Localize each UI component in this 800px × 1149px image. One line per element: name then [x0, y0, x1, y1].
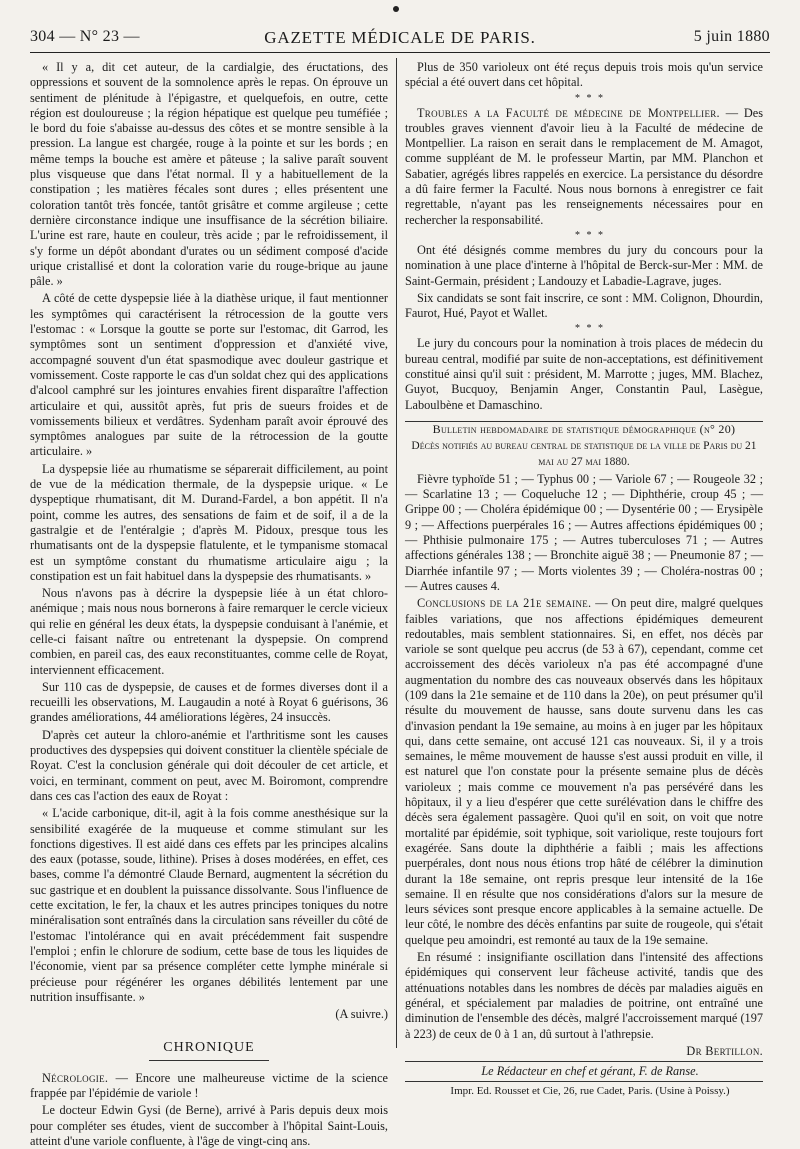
editor-credit: Le Rédacteur en chef et gérant, F. de Ranse.: [405, 1061, 763, 1082]
paragraph: Le docteur Edwin Gysi (de Berne), arrivé à Paris depuis deux mois pour compléter ses études, vient de succomber à l'hôpital Saint-Louis, atteint d'une variole confluente, à l'âge de vingt-cinq ans.: [30, 1103, 388, 1148]
paragraph: Nous n'avons pas à décrire la dyspepsie liée à un état chloro-anémique ; mais nous nous bornerons à faire remarquer le cercle vicieux qui relie en général les deux états, la dyspepsie conduisant à l'anémie, et celle-ci faisant naître ou entretenant la dyspepsie. On comprend combien, en pareil cas, des eaux reconstituantes, comme celle de Royat, interviennent efficacement.: [30, 586, 388, 677]
paragraph: En résumé : insignifiante oscillation dans l'intensité des affections épidémiques qui conservent leur fâcheuse activité, tandis que des atténuations notables dans les nombres de décès par maladies aiguës en général, et spécialement par maladies de poitrine, ont entraîné une diminution de l'ensemble des décès, malgré l'accroissement marqué (197 à 223) de ceux de 0 à 1 an, dû surtout à l'athrepsie.: [405, 950, 763, 1041]
to-be-continued: (A suivre.): [335, 1007, 388, 1022]
paragraph: Plus de 350 varioleux ont été reçus depuis trois mois qu'un service spécial a été ouvert dans cet hôpital.: [405, 60, 763, 90]
paragraph: Sur 110 cas de dyspepsie, de causes et de formes diverses dont il a recueilli les observations, M. Laugaudin a noté à Royat 6 guérisons, 36 grandes améliorations, 44 améliorations légères, 24 insuccès.: [30, 679, 388, 725]
signature: Dr Bertillon.: [686, 1043, 763, 1058]
header-rule: [30, 52, 770, 53]
bulletin-title: Bulletin hebdomadaire de statistique démographique (n° 20): [432, 421, 736, 436]
paragraph: [405, 106, 763, 228]
printer-imprint: Impr. Ed. Rousset et Cie, 26, rue Cadet, Paris. (Usine à Poissy.): [450, 1085, 730, 1098]
asterism: * * *: [575, 323, 605, 335]
statistics-paragraph: Fièvre typhoïde 51 ; — Typhus 00 ; — Variole 67 ; — Rougeole 32 ; — Scarlatine 13 ; — Coqueluche 12 ; — Diphthérie, croup 45 ; — Grippe 00 ; — Choléra épidémique 00 ; — Dysentérie 00 ; — Erysipèle 9 ; — Affections puerpérales 16 ; — Autres affections épidémiques 00 ; — Phthisie pulmonaire 175 ; — Autres tuberculoses 71 ; — Autres affections générales 138 ; — Bronchite aiguë 38 ; — Pneumonie 87 ; — Diarrhée infantile 97 ; — Morts violentes 39 ; — Choléra-nostras 00 ; — Autres causes 4.: [405, 471, 763, 593]
asterism: * * *: [575, 229, 605, 241]
page-number: 304 — N° 23 —: [30, 28, 140, 45]
paragraph: [405, 596, 763, 948]
left-column: [30, 60, 388, 1148]
montpellier-heading: Troubles a la Faculté de médecine de Montpellier.: [417, 105, 720, 120]
journal-title: GAZETTE MÉDICALE DE PARIS.: [264, 28, 536, 47]
issue-date: 5 juin 1880: [693, 28, 770, 45]
necrology-heading: Nécrologie.: [42, 1070, 109, 1085]
right-column: [405, 60, 763, 1098]
paragraph: Le jury du concours pour la nomination à trois places de médecin du bureau central, modifié par suite de non-acceptations, est définitivement constitué ainsi qu'il suit : président, M. Marrotte ; juges, MM. Blachez, Guyot, Bucquoy, Benjamin Anger, Constantin Paul, Lasègue, Laboulbène et Damaschino.: [405, 336, 763, 412]
asterism: * * *: [575, 92, 605, 104]
section-title: CHRONIQUE: [163, 1040, 255, 1056]
section-rule: [149, 1060, 269, 1061]
page-header: [30, 28, 770, 50]
paragraph: Six candidats se sont fait inscrire, ce sont : MM. Colignon, Dhourdin, Faurot, Hué, Payot et Wallet.: [405, 290, 763, 321]
conclusions-text: — On peut dire, malgré quelques faibles variations, que nos affections épidémiques demeurent redoutables, mais semblent stationnaires. Si, en effet, nos décès par variole se sont quelque peu accrus (de 53 à 67), cependant, comme cet accroissement des décès varioleux n'a pas été accompagné d'une augmentation du nombre des cas nouveaux observés dans les hôpitaux (109 dans la 21e semaine et de 110 dans la 20e), on peut présumer qu'il résulte du mouvement de hausse, sans doute survenu dans les cas d'invasion pendant la 19e semaine, au moins à en juger par les hôpitaux qui, dans cette semaine, ont accusé 121 cas nouveaux. Si, il y a trois semaines, le même mouvement de hausse s'est aussi produit en ville, il est naturel que l'on constate pour la présente semaine plus de décès varioleux ; mais comme ce mouvement n'a pas persévéré dans les hôpitaux, il y a lieu d'espérer que cette surélévation dans le chiffre des décès sera également passagère. Quoi qu'il en soit, on voit que notre mortalité par épidémie, soit typhique, soit variolique, reste toujours fort exagérée. Sans doute la diphthérie a faibli ; mais les affections puerpérales, dont nous nous étions trop hâté de célébrer la diminution durant la 18e semaine, ont repris presque leur intensité de la 16e semaine. Il en résulte que nos considérations d'alors sur la mesure de leurs sévices sont presque encore applicables à la semaine actuelle. De leur côté, le nombre des décès enfantins par suite de rougeole, qui s'était quelque peu amoindri, est remonté au taux de la 19e semaine.: [405, 596, 763, 947]
montpellier-text: — Des troubles graves viennent d'avoir lieu à la Faculté de médecine de Montpellier. La raison en serait dans le remplacement de M. Amagot, comme suppléant de M. le professeur Martin, par MM. Planchon et Sabatier, agrégés libres rappelés en exercice. La persistance du désordre a dû faire fermer la Faculté. Nous nous bornons à enregistrer ce fait regrettable, n'ayant pas les renseignements nécessaires pour en rechercher la responsabilité.: [405, 105, 763, 227]
deces-subtitle: Décès notifiés au bureau central de statistique de la ville de Paris du 21 mai au 27 mai 1880.: [411, 440, 757, 468]
paragraph: La dyspepsie liée au rhumatisme se séparerait difficilement, au point de vue de la médication thermale, de la dyspepsie urique. « Le dyspeptique rhumatisant, dit M. Durand-Fardel, a bon appétit. Il n'a point, comme les autres, des sensations de faim et de soif, il a de la gastralgie et de l'entéralgie ; d'après M. Pidoux, presque tous les rhumatisants ont de la dyspepsie flatulente, et le tympanisme stomacal est un symptôme constant du rhumatisme articulaire aigu ; la constipation est un fait habituel dans la dyspepsie des rhumatisants. »: [30, 461, 388, 583]
paragraph: « Il y a, dit cet auteur, de la cardialgie, des éructations, des oppressions et souvent de la somnolence après le repas. On éprouve un sentiment de plénitude à l'épigastre, et quelquefois, en outre, cette région est douloureuse ; la région hépatique est quelque peu tuméfiée ; le bord du foie s'abaisse au-dessus des côtes et se montre sensible à la pression. La langue est chargée, rouge à la pointe et sur les bords ; en même temps la bouche est amère et pâteuse ; la salive paraît souvent plus visqueuse que dans l'état normal. Il y a habituellement de la constipation ; les matières fécales sont dures ; elles présentent une coloration tantôt très foncée, tantôt grisâtre et comme argileuse ; cette dernière circonstance indique une insuffisance de la sécrétion biliaire. L'urine est rare, haute en couleur, très acide ; par le refroidissement, il s'y forme un dépôt abondant d'urates ou un sédiment composé d'acide urique cristallisé et dont la coloration varie du rouge-brique au jaune pâle. »: [30, 60, 388, 289]
paragraph: [30, 1071, 388, 1102]
paragraph: Ont été désignés comme membres du jury du concours pour la nomination à une place d'interne à l'hôpital de Berck-sur-Mer : MM. de Saint-Germain, président ; Landouzy et Labadie-Lagrave, juges.: [405, 242, 763, 288]
paragraph: A côté de cette dyspepsie liée à la diathèse urique, il faut mentionner les symptômes qui caractérisent la rétrocession de la goutte vers l'estomac : « Lorsque la goutte se porte sur l'estomac, dit Garrod, les symptômes sont un sentiment d'oppression et d'anxiété vive, accompagné souvent d'un état spasmodique avec douleur gastrique et vomissement. Coste rapporte le cas d'un soldat chez qui des applications d'alcool camphré sur les jointures envahies firent disparaître l'affection articulaire et qui, aussitôt après, fut pris de sueurs froides et de vomissements bilieux et verdâtres. Sydenham paraît avoir éprouvé des symptômes analogues par suite de la rétrocession de la goutte articulaire. »: [30, 291, 388, 459]
punch-hole: [393, 6, 399, 12]
conclusions-heading: Conclusions de la 21e semaine.: [417, 596, 592, 611]
paragraph: D'après cet auteur la chloro-anémie et l'arthritisme sont les causes productives des dyspepsies qui doivent constituer la clientèle spéciale de Royat. C'est la conclusion générale qui doit découler de cet article, et voici, en terminant, comment on peut, avec M. Boiromont, comprendre dans ces cas l'action des eaux de Royat :: [30, 727, 388, 803]
column-divider: [396, 58, 397, 1048]
paragraph: « L'acide carbonique, dit-il, agit à la fois comme anesthésique sur la sensibilité exagérée de la muqueuse et comme stimulant sur les fonctions digestives. Il est aidé dans ces effets par les principes alcalins des eaux (potasse, soude, lithine). Prises à doses modérées, en effet, ces bases, comme l'a démontré Claude Bernard, augmentent la sécrétion du suc gastrique et en doublent la puissance dissolvante. Sous l'influence de cette excitation, le fer, la chaux et les autres principes toniques du notre minéralisation sont entraînés dans la circulation sans réveiller du côté de l'estomac l'intolérance qui en avait précédemment fait suspendre l'emploi ; enfin le chlorure de sodium, cette base de tous les liquides de l'économie, vient par sa présence compléter cette lymphe minérale si précieuse pour régénérer les organes débilités lentement par une nutrition insuffisante. »: [30, 806, 388, 1004]
necrology-text: — Encore une malheureuse victime de la science frappée par l'épidémie de variole !: [30, 1070, 388, 1100]
